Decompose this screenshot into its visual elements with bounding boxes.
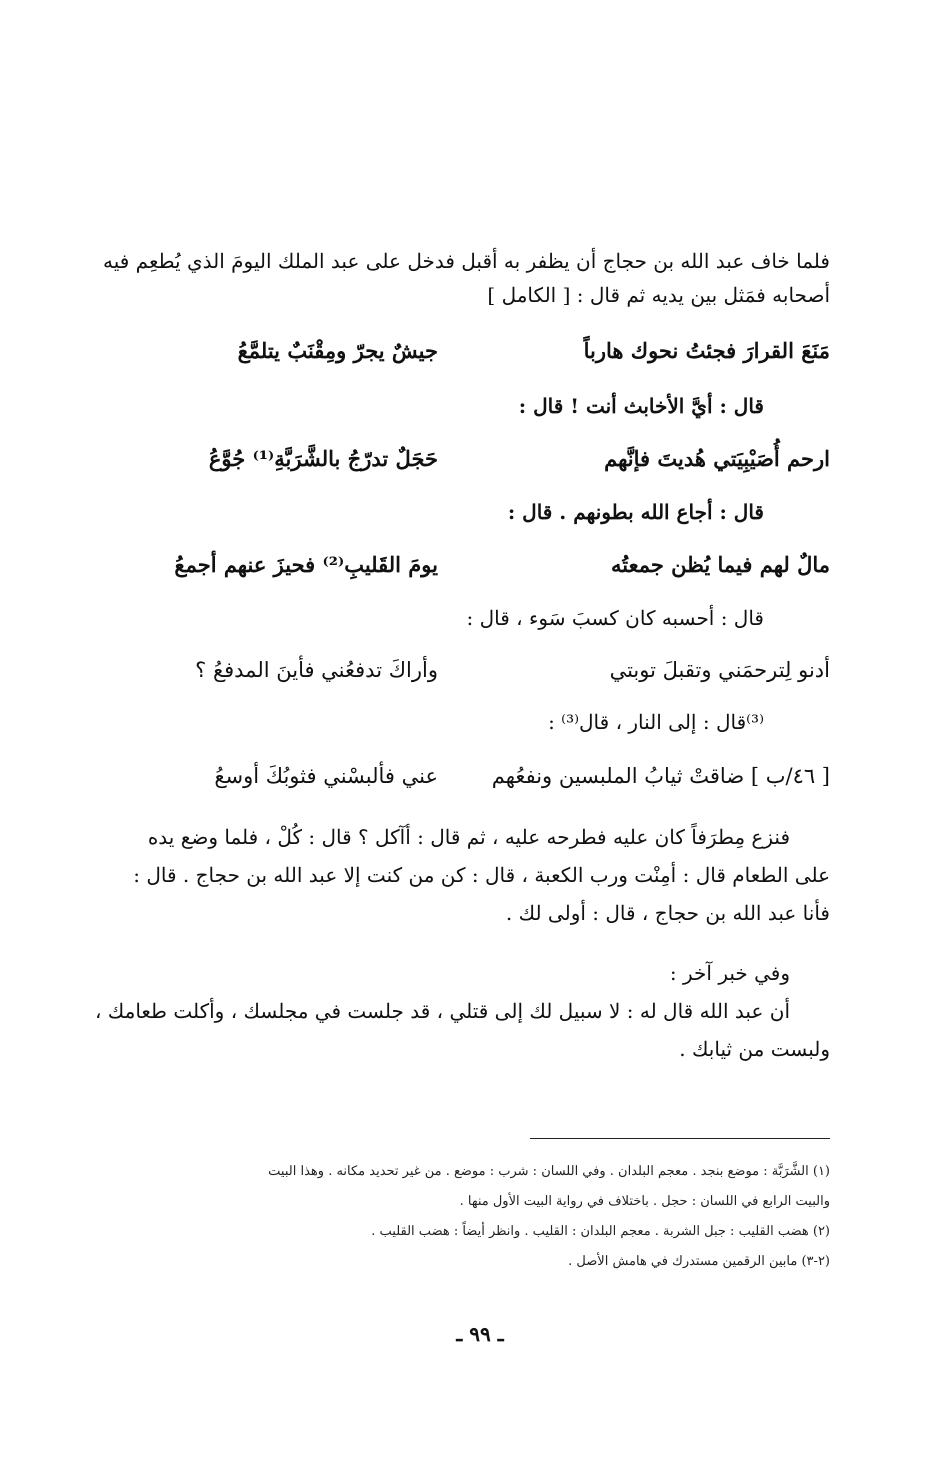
verse-line bbox=[130, 338, 830, 378]
verse-line bbox=[130, 658, 830, 698]
footnote-1-line: (١) الشَّرَبَّة : موضع بنجد . معجم البلدان . وفي اللسان : شرب : موضع . من غير تحديد مكانه . وهذا البيت bbox=[268, 1164, 830, 1179]
verse-line bbox=[130, 552, 830, 592]
paragraph-line: فلما خاف عبد الله بن حجاج أن يظفر به أقبل فدخل على عبد الملك اليومَ الذي يُطعِم فيه bbox=[103, 249, 830, 273]
verse-first-hemistich: [ ٤٦/ب ] ضاقتْ ثيابُ الملبسين ونفعُهم bbox=[491, 764, 830, 788]
verse-second-hemistich: وأراكَ تدفعُني فأينَ المدفعُ ؟ bbox=[195, 658, 438, 682]
verse-second-hemistich: يومَ القَليبِ⁽²⁾ فحيزَ عنهم أجمعُ bbox=[174, 552, 438, 577]
verse-line bbox=[130, 446, 830, 486]
footnotes bbox=[130, 1160, 830, 1274]
footnote-separator bbox=[530, 1138, 830, 1139]
response-line: ⁽³⁾قال : إلى النار ، قال⁽³⁾ : bbox=[548, 710, 764, 734]
response-line: قال : أجاع الله بطونهم . قال : bbox=[507, 500, 764, 524]
verse-first-hemistich: مالٌ لهم فيما يُظن جمعتُه bbox=[610, 552, 830, 577]
verse-second-hemistich: عني فألبسْني فثوبُكَ أوسعُ bbox=[214, 764, 438, 788]
footnote-2: (٢) هضب القليب : جبل الشربة . معجم البلدان : القليب . وانظر أيضاً : هضب القليب . bbox=[371, 1224, 830, 1239]
response-line: قال : أيَّ الأخابث أنت ! قال : bbox=[518, 394, 764, 418]
verse-second-hemistich: جيشٌ يجرّ ومِقْنَبٌ يتلمَّعُ bbox=[237, 338, 438, 363]
paragraph-line: فنزع مِطرَفاً كان عليه فطرحه عليه ، ثم قال : أآكل ؟ قال : كُلْ ، فلما وضع يده bbox=[147, 825, 790, 849]
verse-second-hemistich: حَجَلٌ تدرّجُ بالشَّرَبَّةِ⁽¹⁾ جُوَّعُ bbox=[208, 446, 438, 471]
response-line: قال : أحسبه كان كسبَ سَوء ، قال : bbox=[466, 606, 764, 630]
verse-first-hemistich: مَنَعَ القرارَ فجئتُ نحوك هارباً bbox=[583, 338, 830, 363]
page-number: ـ ٩٩ ـ bbox=[456, 1322, 504, 1346]
opening-paragraph bbox=[103, 244, 830, 312]
paragraph-line: ولبست من ثيابك . bbox=[679, 1037, 830, 1061]
verse-line bbox=[130, 764, 830, 804]
paragraph-line: فأنا عبد الله بن حجاج ، قال : أولى لك . bbox=[505, 901, 830, 925]
other-report bbox=[94, 954, 830, 1068]
footnote-3: (٢-٣) مابين الرقمين مستدرك في هامش الأصل . bbox=[568, 1254, 830, 1269]
verse-first-hemistich: ارحم أُصَيْبِيَتي هُديتَ فإنَّهم bbox=[604, 446, 830, 471]
narrative-paragraph bbox=[130, 818, 830, 932]
footnote-1-line: والبيت الرابع في اللسان : حجل . باختلاف في رواية البيت الأول منها . bbox=[459, 1194, 830, 1209]
paragraph-line: أصحابه فمَثل بين يديه ثم قال : [ الكامل ] bbox=[487, 283, 830, 307]
verse-first-hemistich: أدنو لِترحمَني وتقبلَ توبتي bbox=[609, 658, 830, 682]
other-report-heading: وفي خبر آخر : bbox=[669, 961, 790, 985]
paragraph-line: على الطعام قال : أمِنْت ورب الكعبة ، قال : كن من كنت إلا عبد الله بن حجاج . قال : bbox=[133, 863, 830, 887]
paragraph-line: أن عبد الله قال له : لا سبيل لك إلى قتلي ، قد جلست في مجلسك ، وأكلت طعامك ، bbox=[94, 999, 790, 1023]
